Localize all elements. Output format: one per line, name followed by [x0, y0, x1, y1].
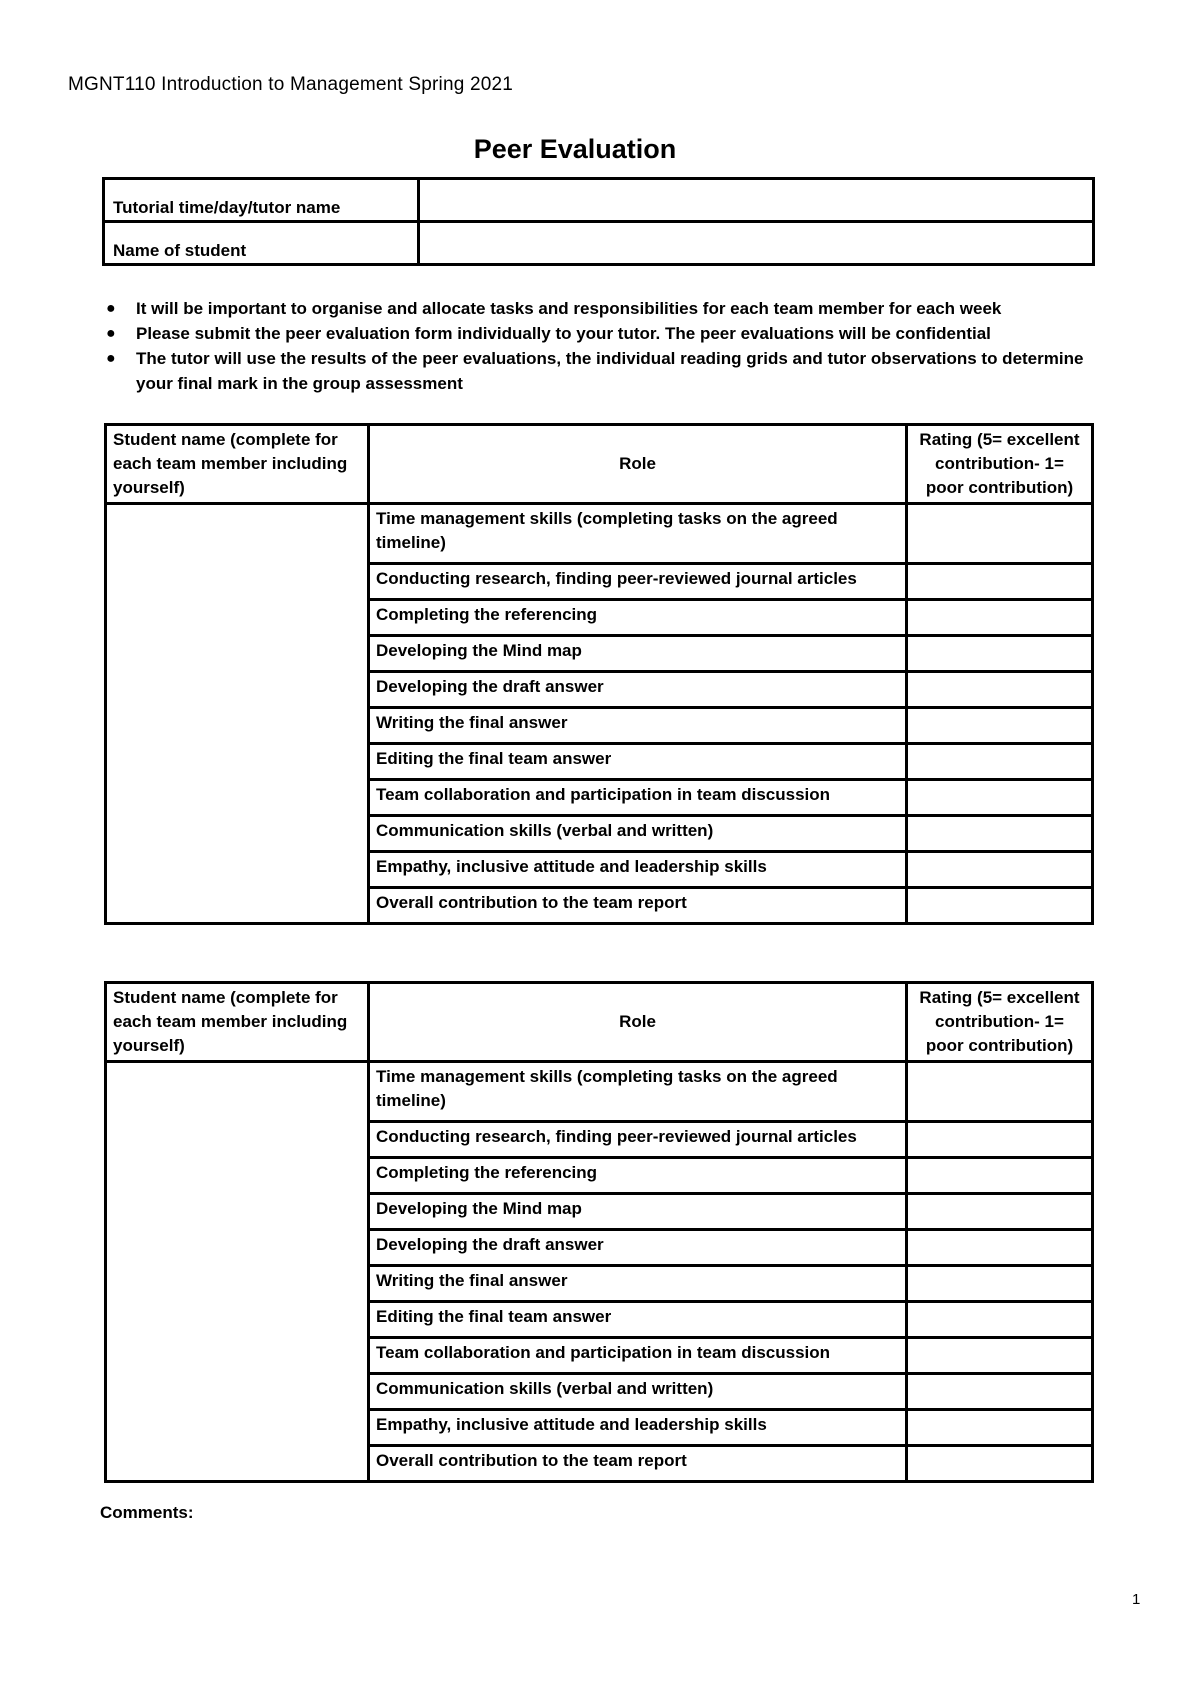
role-cell: Developing the Mind map — [369, 1194, 907, 1230]
role-cell: Team collaboration and participation in team discussion — [369, 1338, 907, 1374]
column-header-rating: Rating (5= excellent contribution- 1= poor contribution) — [907, 425, 1093, 504]
role-cell: Communication skills (verbal and written) — [369, 816, 907, 852]
instruction-item: ● Please submit the peer evaluation form individually to your tutor. The peer evaluations will be confidential — [104, 321, 1114, 346]
role-cell: Empathy, inclusive attitude and leadership skills — [369, 1410, 907, 1446]
student-name-label: Name of student — [104, 222, 419, 265]
role-cell: Editing the final team answer — [369, 1302, 907, 1338]
rating-cell[interactable] — [907, 1122, 1093, 1158]
role-cell: Developing the draft answer — [369, 1230, 907, 1266]
role-cell: Empathy, inclusive attitude and leadership skills — [369, 852, 907, 888]
rating-cell[interactable] — [907, 1446, 1093, 1482]
student-name-field[interactable] — [419, 222, 1094, 265]
column-header-rating: Rating (5= excellent contribution- 1= poor contribution) — [907, 983, 1093, 1062]
column-header-student: Student name (complete for each team member including yourself) — [106, 425, 369, 504]
role-cell: Overall contribution to the team report — [369, 888, 907, 924]
column-header-role: Role — [369, 983, 907, 1062]
student-info-table — [102, 177, 1095, 266]
instruction-list — [104, 296, 1114, 396]
role-cell: Communication skills (verbal and written) — [369, 1374, 907, 1410]
role-cell: Writing the final answer — [369, 708, 907, 744]
tutorial-field[interactable] — [419, 179, 1094, 222]
role-cell: Conducting research, finding peer-reviewed journal articles — [369, 564, 907, 600]
role-cell: Time management skills (completing tasks on the agreed timeline) — [369, 1062, 907, 1122]
role-cell: Writing the final answer — [369, 1266, 907, 1302]
rating-cell[interactable] — [907, 1410, 1093, 1446]
tutorial-row — [104, 179, 1094, 222]
rating-cell[interactable] — [907, 708, 1093, 744]
rating-cell[interactable] — [907, 504, 1093, 564]
page-number: 1 — [1132, 1591, 1141, 1608]
role-cell: Time management skills (completing tasks on the agreed timeline) — [369, 504, 907, 564]
role-cell: Overall contribution to the team report — [369, 1446, 907, 1482]
tutorial-label: Tutorial time/day/tutor name — [104, 179, 419, 222]
comments-label: Comments: — [100, 1503, 194, 1522]
peer-evaluation-table-1 — [104, 423, 1094, 925]
table-header-row — [106, 425, 1093, 504]
student-name-cell[interactable] — [106, 1062, 369, 1482]
role-cell: Completing the referencing — [369, 600, 907, 636]
rating-cell[interactable] — [907, 816, 1093, 852]
student-name-row — [104, 222, 1094, 265]
column-header-role: Role — [369, 425, 907, 504]
role-cell: Developing the Mind map — [369, 636, 907, 672]
bullet-icon: ● — [106, 350, 116, 367]
rating-cell[interactable] — [907, 1266, 1093, 1302]
rating-cell[interactable] — [907, 1302, 1093, 1338]
role-cell: Completing the referencing — [369, 1158, 907, 1194]
role-cell: Team collaboration and participation in team discussion — [369, 780, 907, 816]
rating-cell[interactable] — [907, 672, 1093, 708]
bullet-icon: ● — [106, 325, 116, 342]
page-title: Peer Evaluation — [473, 134, 677, 164]
instruction-item: ● It will be important to organise and allocate tasks and responsibilities for each team member for each week — [104, 296, 1114, 321]
rating-cell[interactable] — [907, 564, 1093, 600]
peer-evaluation-table-2 — [104, 981, 1094, 1483]
table-row — [106, 1062, 1093, 1122]
rating-cell[interactable] — [907, 600, 1093, 636]
role-cell: Conducting research, finding peer-reviewed journal articles — [369, 1122, 907, 1158]
table-row — [106, 504, 1093, 564]
rating-cell[interactable] — [907, 1374, 1093, 1410]
rating-cell[interactable] — [907, 636, 1093, 672]
rating-cell[interactable] — [907, 1194, 1093, 1230]
role-cell: Developing the draft answer — [369, 672, 907, 708]
table-header-row — [106, 983, 1093, 1062]
rating-cell[interactable] — [907, 888, 1093, 924]
role-cell: Editing the final team answer — [369, 744, 907, 780]
rating-cell[interactable] — [907, 1338, 1093, 1374]
student-name-cell[interactable] — [106, 504, 369, 924]
column-header-student: Student name (complete for each team member including yourself) — [106, 983, 369, 1062]
rating-cell[interactable] — [907, 1230, 1093, 1266]
rating-cell[interactable] — [907, 744, 1093, 780]
rating-cell[interactable] — [907, 852, 1093, 888]
bullet-icon: ● — [106, 300, 116, 317]
rating-cell[interactable] — [907, 1062, 1093, 1122]
course-header: MGNT110 Introduction to Management Spring 2021 — [68, 74, 514, 95]
instruction-item: ● The tutor will use the results of the peer evaluations, the individual reading grids and tutor observations to determine your final mark in the group assessment — [104, 346, 1114, 396]
rating-cell[interactable] — [907, 1158, 1093, 1194]
rating-cell[interactable] — [907, 780, 1093, 816]
